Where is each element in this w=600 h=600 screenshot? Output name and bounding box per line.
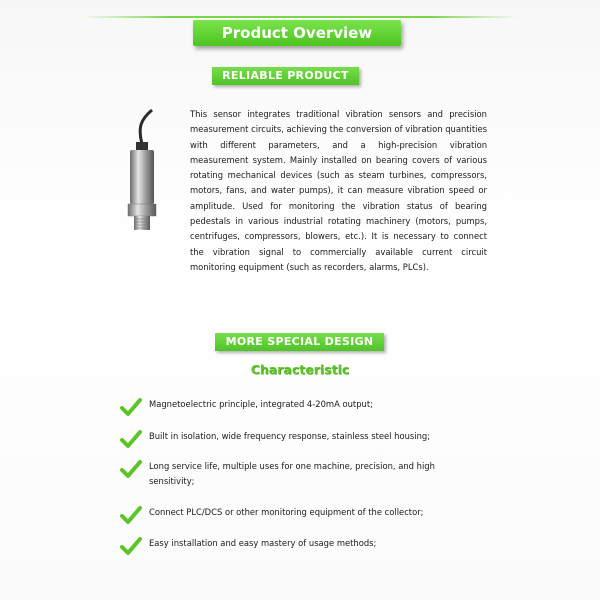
check-icon [120,505,142,525]
vibration-sensor-image [116,108,168,236]
check-icon [120,397,142,417]
feature-text: Magnetoelectric principle, integrated 4-20mA output; [149,399,373,409]
feature-text: Easy installation and easy mastery of usage methods; [149,538,377,548]
characteristic-title: Characteristic [250,362,350,377]
reliable-product-label: RELIABLE PRODUCT [212,67,359,85]
feature-text: Long service life, multiple uses for one machine, precision, and high sensitivity; [149,461,435,486]
check-icon [120,459,142,479]
top-divider [84,16,516,18]
feature-text: Built in isolation, wide frequency response, stainless steel housing; [149,431,431,441]
check-icon [120,429,142,449]
special-design-label: MORE SPECIAL DESIGN [215,333,384,351]
check-icon [120,536,142,556]
page-title: Product Overview [193,20,401,46]
feature-text: Connect PLC/DCS or other monitoring equipment of the collector; [149,507,424,517]
product-description: This sensor integrates traditional vibration sensors and precision measurement circuits, achieving the conversion of vibration quantities with different parameters, and a high-precision vibration measurement system. Mainly installed on bearing covers of various rotating mechanical devices (such as steam turbines, compressors, motors, fans, and water pumps), it can measure vibration speed or amplitude. Used for monitoring the vibration status of bearing pedestals in various industrial rotating machinery (motors, pumps, centrifuges, compressors, blowers, etc.). It is necessary to connect the vibration signal to commercially available current circuit monitoring equipment (such as recorders, alarms, PLCs). [190,109,487,272]
